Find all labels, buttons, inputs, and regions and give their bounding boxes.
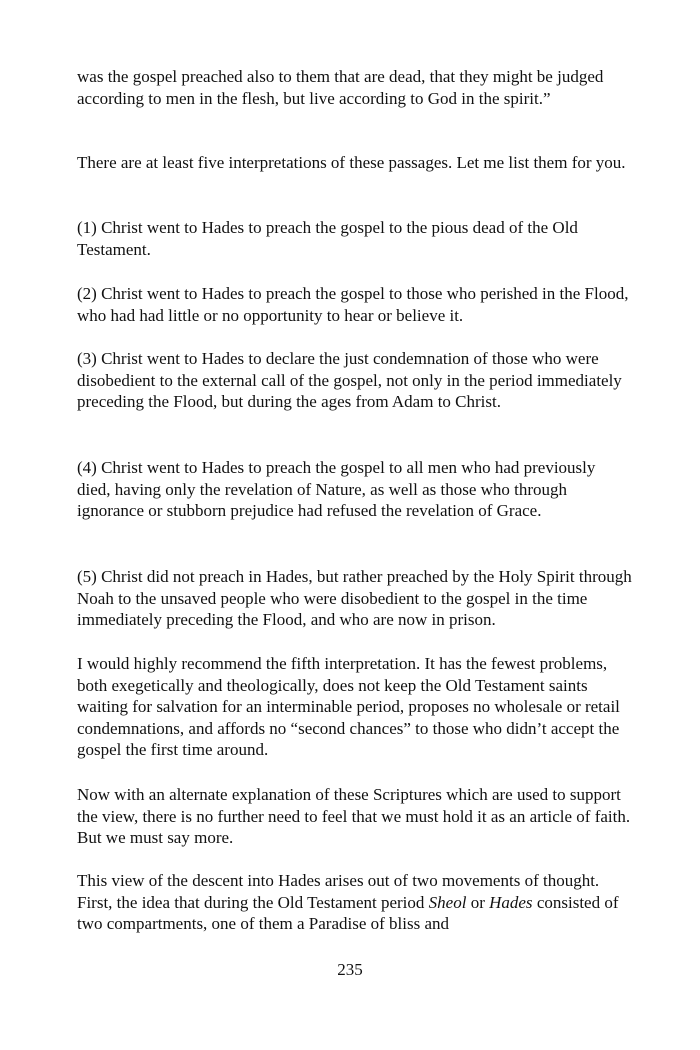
paragraph-recommendation: I would highly recommend the fifth interpretation. It has the fewest problems, both exegetically and theologically, does not keep the Old Testament saints waiting for salvation for an interminable period, proposes no wholesale or retail condemnations, and affords no “second chances” to those who didn’t accept the gospel the first time around. bbox=[77, 654, 620, 759]
paragraph-alternate-explanation: Now with an alternate explanation of these Scriptures which are used to support the view, there is no further need to feel that we must hold it as an article of faith. But we must say more. bbox=[77, 785, 631, 847]
paragraph-interpretation-1: (1) Christ went to Hades to preach the gospel to the pious dead of the Old Testament. bbox=[77, 218, 578, 259]
paragraph-interpretation-4: (4) Christ went to Hades to preach the gospel to all men who had previously died, having only the revelation of Nature, as well as those who through ignorance or stubborn prejudice had refused the revelation of Grace. bbox=[77, 458, 596, 520]
paragraph-quote-continuation: was the gospel preached also to them that are dead, that they might be judged according to men in the flesh, but live according to God in the spirit.” bbox=[77, 67, 604, 108]
paragraph-descent-view bbox=[77, 870, 632, 935]
term-hades: Hades bbox=[489, 892, 533, 912]
paragraph-interpretation-3: (3) Christ went to Hades to declare the just condemnation of those who were disobedient to the external call of the gospel, not only in the period immediately preceding the Flood, but during the ages from Adam to Christ. bbox=[77, 349, 622, 411]
page-number: 235 bbox=[337, 960, 363, 979]
descent-text-start: This view of the descent into Hades arises out of two movements of thought. First, the idea that during the Old Testament period bbox=[77, 871, 600, 912]
term-sheol: Sheol bbox=[428, 892, 467, 912]
paragraph-interpretation-2: (2) Christ went to Hades to preach the gospel to those who perished in the Flood, who had had little or no opportunity to hear or believe it. bbox=[77, 284, 629, 325]
paragraph-interpretation-5: (5) Christ did not preach in Hades, but rather preached by the Holy Spirit through Noah to the unsaved people who were disobedient to the gospel in the time immediately preceding the Flood, and who are now in prison. bbox=[77, 567, 632, 629]
paragraph-intro: There are at least five interpretations of these passages. Let me list them for you. bbox=[77, 153, 626, 172]
descent-text-or: or bbox=[466, 892, 490, 912]
descent-text-end: consisted of two compartments, one of them a Paradise of bliss and bbox=[77, 892, 619, 933]
